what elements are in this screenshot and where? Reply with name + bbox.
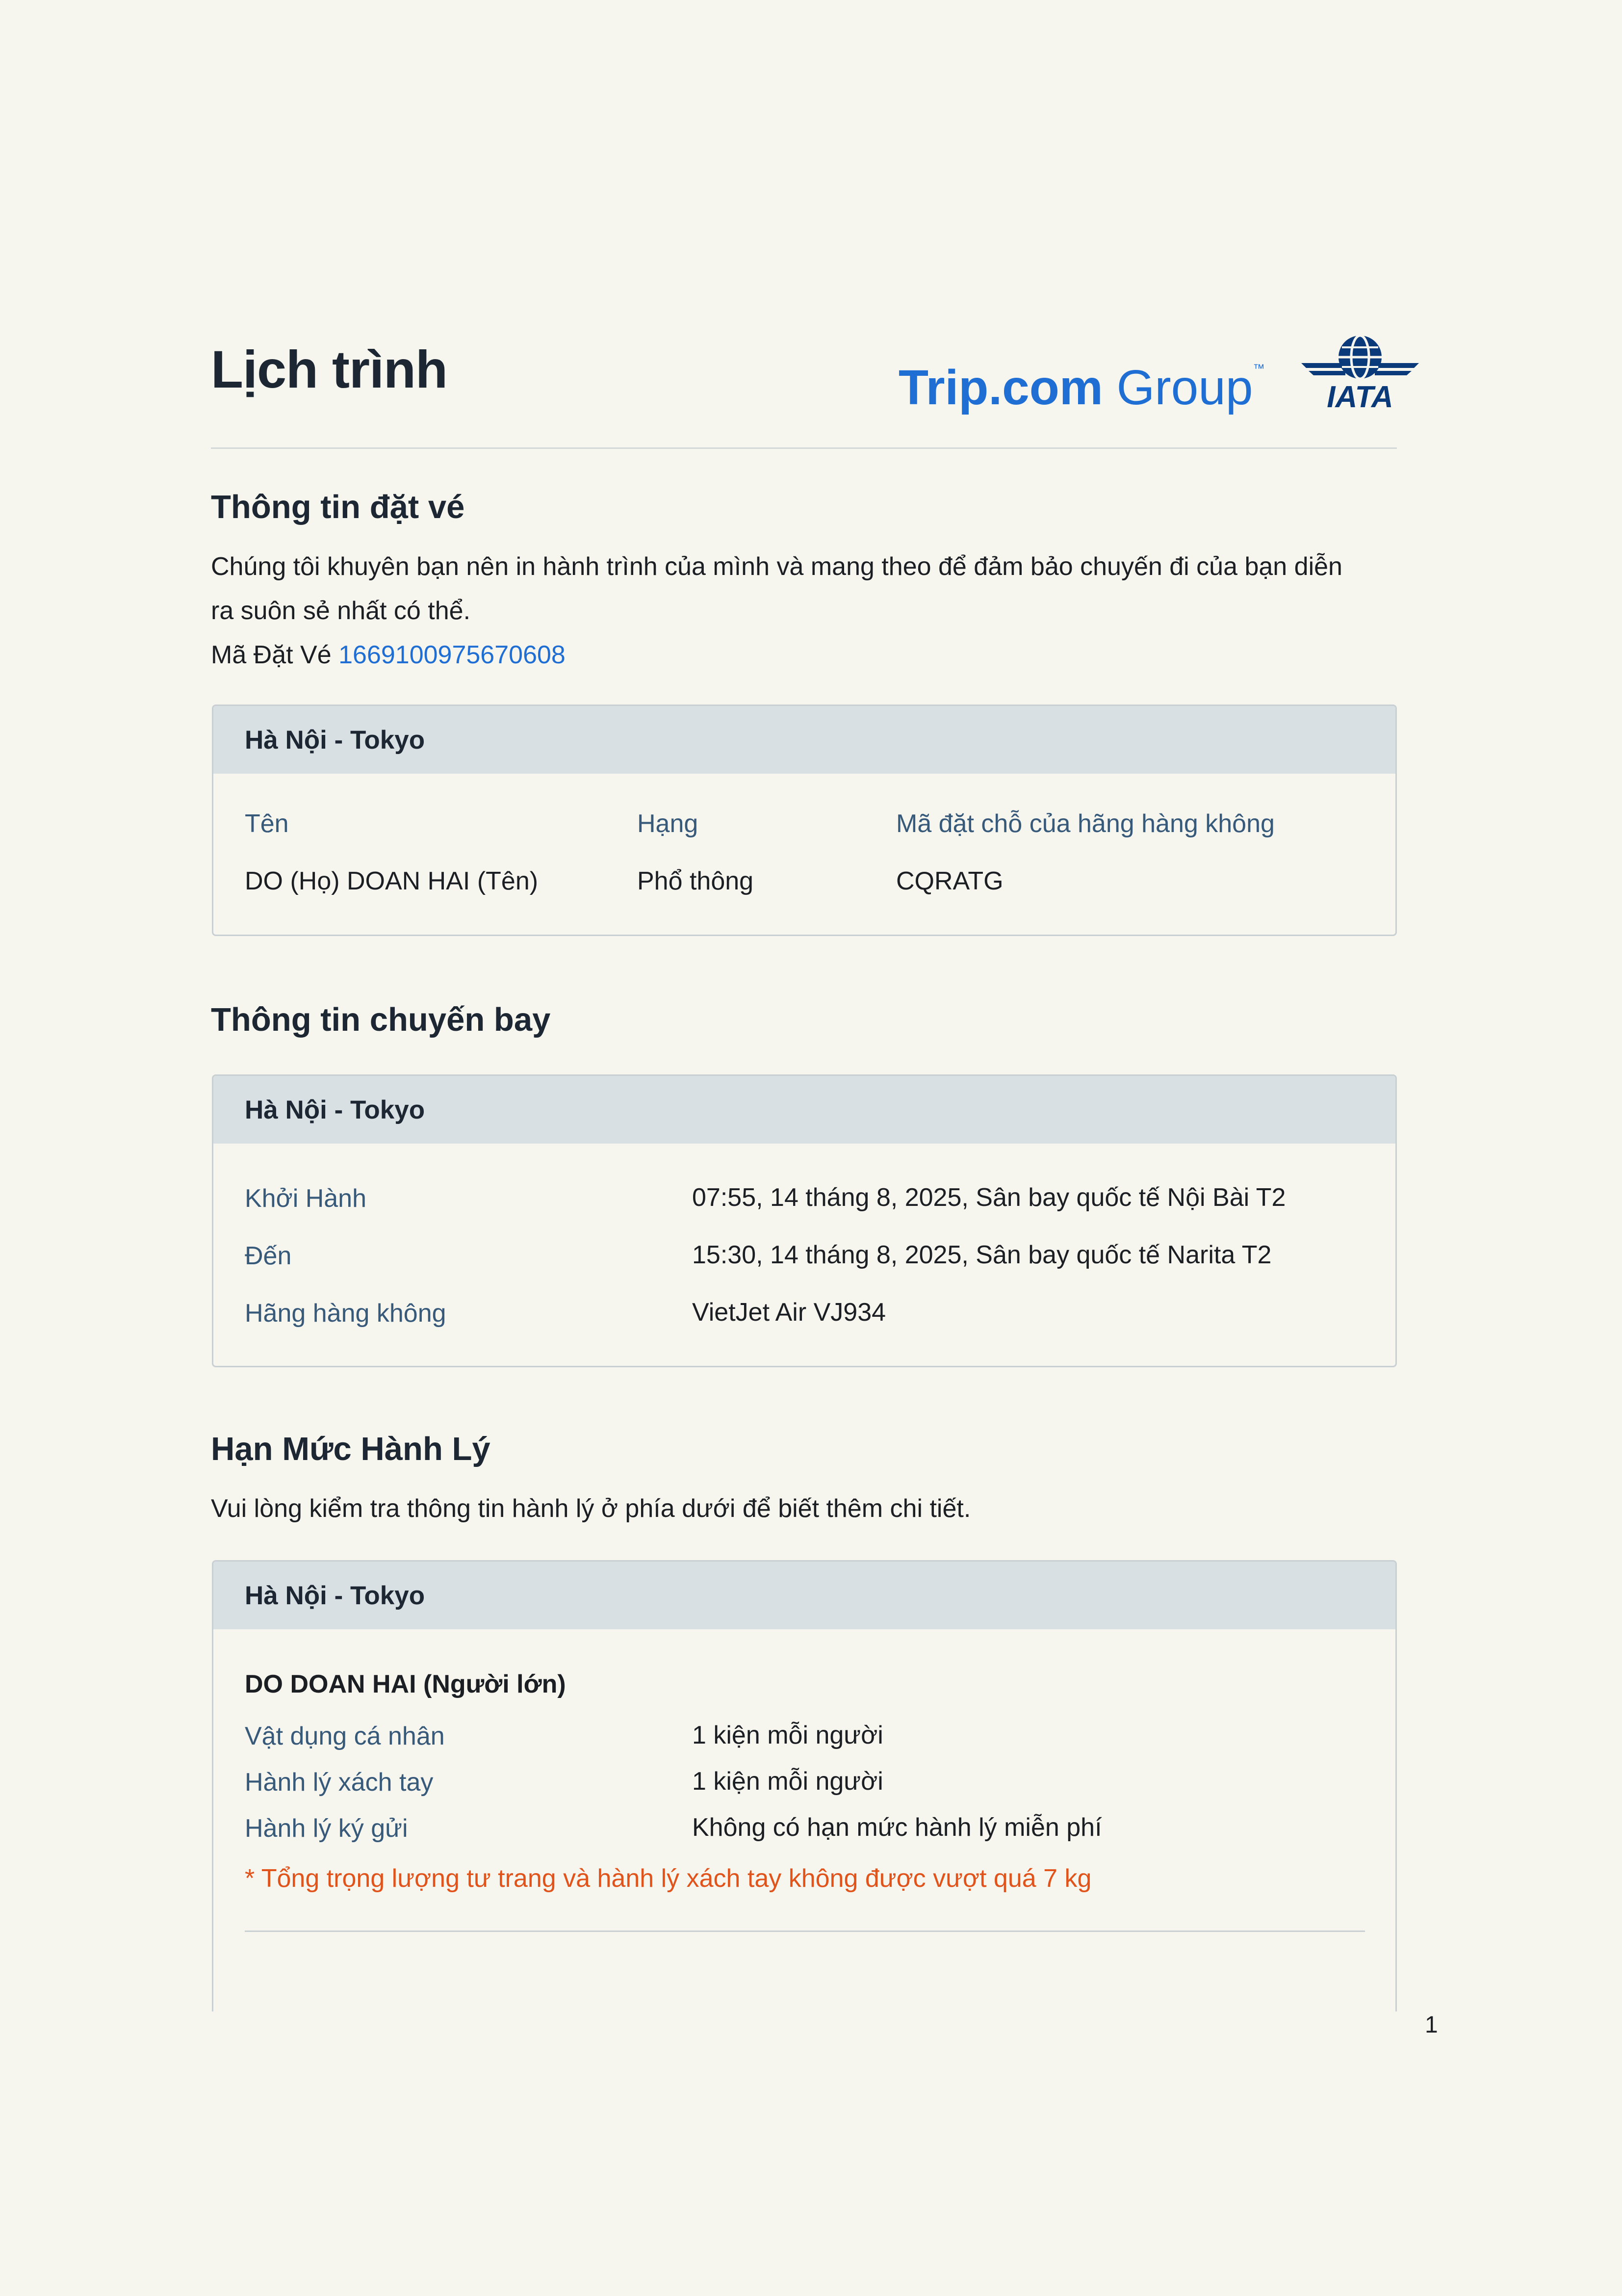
booking-info-heading: Thông tin đặt vé bbox=[211, 489, 465, 525]
booking-advice-line-2: ra suôn sẻ nhất có thể. bbox=[211, 597, 471, 625]
iata-wordmark: IATA bbox=[1327, 380, 1394, 412]
baggage-divider bbox=[245, 1931, 1365, 1932]
header-divider bbox=[211, 447, 1397, 449]
departure-value: 07:55, 14 tháng 8, 2025, Sân bay quốc tế Nội Bài T2 bbox=[692, 1183, 1286, 1212]
booking-advice-line-1: Chúng tôi khuyên bạn nên in hành trình của mình và mang theo để đảm bảo chuyến đi của bạn diễn bbox=[211, 552, 1342, 581]
passenger-name-value: DO (Họ) DOAN HAI (Tên) bbox=[245, 867, 539, 895]
brand-logos bbox=[899, 343, 1421, 415]
personal-item-label: Vật dụng cá nhân bbox=[245, 1722, 445, 1750]
iata-logo-icon bbox=[1299, 334, 1421, 412]
page-title: Lịch trình bbox=[211, 339, 447, 399]
flight-info-heading: Thông tin chuyến bay bbox=[211, 1001, 551, 1038]
booking-card bbox=[212, 704, 1397, 936]
baggage-heading: Hạn Mức Hành Lý bbox=[211, 1431, 490, 1467]
passenger-name-label: Tên bbox=[245, 809, 289, 838]
brand-name-light: Group bbox=[1116, 360, 1253, 415]
tripcom-group-logo bbox=[899, 360, 1265, 415]
arrival-value: 15:30, 14 tháng 8, 2025, Sân bay quốc tế Narita T2 bbox=[692, 1241, 1272, 1269]
page-number: 1 bbox=[1425, 2012, 1438, 2038]
baggage-passenger: DO DOAN HAI (Người lớn) bbox=[245, 1670, 566, 1698]
baggage-card bbox=[212, 1560, 1397, 2011]
booking-advice bbox=[211, 545, 1408, 677]
flight-card bbox=[212, 1074, 1397, 1367]
arrival-label: Đến bbox=[245, 1242, 292, 1270]
airline-flight-value: VietJet Air VJ934 bbox=[692, 1298, 886, 1327]
departure-label: Khởi Hành bbox=[245, 1184, 367, 1213]
booking-code-value[interactable]: 1669100975670608 bbox=[338, 641, 566, 669]
booking-card-route: Hà Nội - Tokyo bbox=[213, 706, 1395, 774]
cabin-class-value: Phổ thông bbox=[637, 867, 754, 895]
cabin-class-label: Hạng bbox=[637, 809, 698, 838]
flight-card-route: Hà Nội - Tokyo bbox=[213, 1076, 1395, 1144]
weight-limit-note: * Tổng trọng lượng tư trang và hành lý xách tay không được vượt quá 7 kg bbox=[245, 1864, 1092, 1893]
airline-label: Hãng hàng không bbox=[245, 1299, 446, 1328]
airline-pnr-value: CQRATG bbox=[896, 867, 1004, 895]
carry-on-value: 1 kiện mỗi người bbox=[692, 1767, 883, 1796]
booking-code-label: Mã Đặt Vé bbox=[211, 641, 332, 669]
brand-name-bold: Trip.com bbox=[899, 360, 1103, 415]
booking-code-line bbox=[211, 633, 1408, 677]
airline-pnr-label: Mã đặt chỗ của hãng hàng không bbox=[896, 809, 1275, 838]
brand-trademark: ™ bbox=[1253, 362, 1265, 375]
baggage-intro: Vui lòng kiểm tra thông tin hành lý ở phía dưới để biết thêm chi tiết. bbox=[211, 1494, 971, 1523]
baggage-card-route: Hà Nội - Tokyo bbox=[213, 1562, 1395, 1629]
personal-item-value: 1 kiện mỗi người bbox=[692, 1721, 883, 1749]
checked-baggage-label: Hành lý ký gửi bbox=[245, 1814, 408, 1843]
carry-on-label: Hành lý xách tay bbox=[245, 1768, 434, 1797]
checked-baggage-value: Không có hạn mức hành lý miễn phí bbox=[692, 1813, 1102, 1842]
